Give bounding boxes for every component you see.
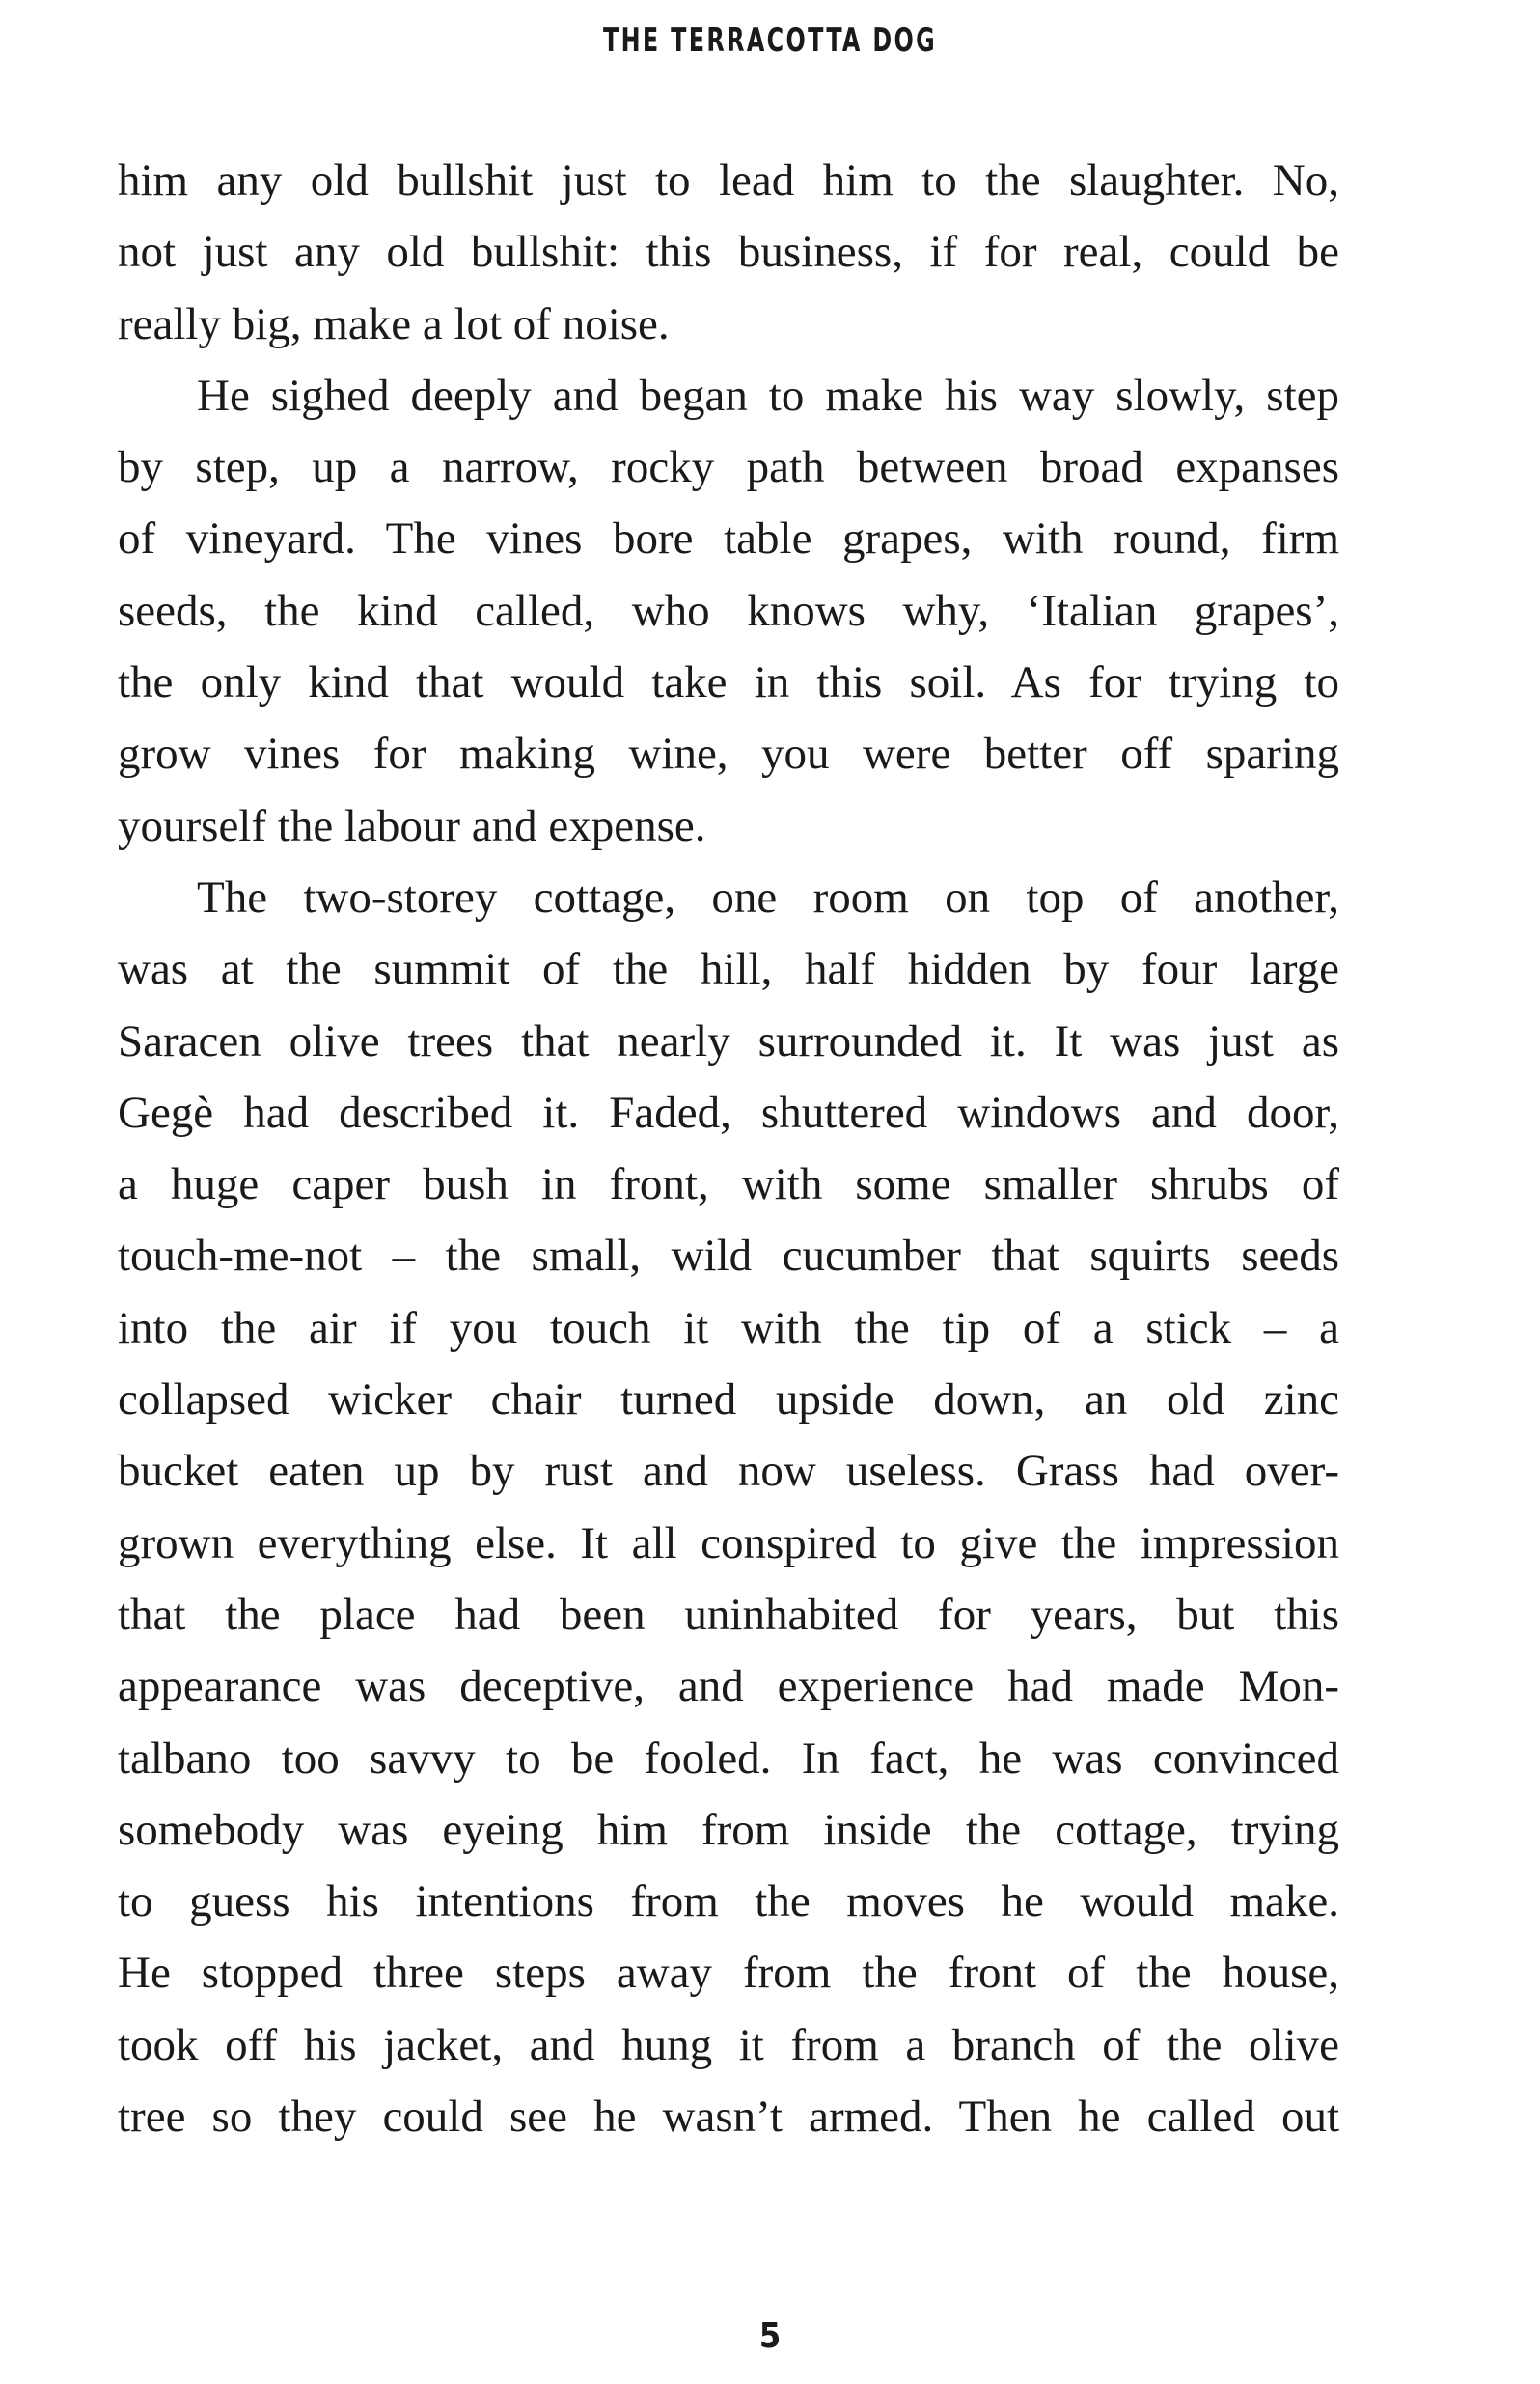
text-line: a huge caper bush in front, with some smaller shrubs of: [118, 1159, 1339, 1210]
text-line: grow vines for making wine, you were better off sparing: [118, 729, 1339, 780]
text-line: yourself the labour and expense.: [118, 800, 706, 851]
text-line: into the air if you touch it with the tip of a stick – a: [118, 1302, 1339, 1353]
text-line: Saracen olive trees that nearly surrounded it. It was just as: [118, 1015, 1339, 1067]
text-line: not just any old bullshit: this business, if for real, could be: [118, 227, 1339, 278]
text-line: took off his jacket, and hung it from a branch of the olive: [118, 2019, 1339, 2070]
page-number: 5: [758, 2316, 782, 2356]
text-line: the only kind that would take in this soil. As for trying to: [118, 657, 1339, 708]
text-line: that the place had been uninhabited for years, but this: [118, 1589, 1339, 1640]
text-line: of vineyard. The vines bore table grapes, with round, firm: [118, 513, 1339, 565]
text-line: him any old bullshit just to lead him to the slaughter. No,: [118, 155, 1339, 206]
text-line: The two-storey cottage, one room on top of another,: [197, 872, 1339, 923]
text-line: by step, up a narrow, rocky path between broad expanses: [118, 442, 1339, 493]
text-line: talbano too savvy to be fooled. In fact, he was convinced: [118, 1733, 1339, 1784]
text-line: was at the summit of the hill, half hidden by four large: [118, 944, 1339, 995]
text-line: really big, make a lot of noise.: [118, 298, 670, 349]
paragraph-1: [118, 145, 1339, 360]
running-head: THE TERRACOTTA DOG: [602, 21, 938, 60]
text-line: to guess his intentions from the moves he would make.: [118, 1876, 1339, 1927]
text-line: touch-me-not – the small, wild cucumber that squirts seeds: [118, 1231, 1339, 1282]
text-line: Gegè had described it. Faded, shuttered windows and door,: [118, 1087, 1339, 1138]
paragraph-3: [118, 862, 1339, 2152]
text-line: He sighed deeply and began to make his way slowly, step: [197, 370, 1339, 421]
paragraph-2: [118, 360, 1339, 862]
text-line: seeds, the kind called, who knows why, ‘Italian grapes’,: [118, 585, 1339, 636]
body-text: [118, 145, 1339, 2152]
text-line: appearance was deceptive, and experience had made Mon-: [118, 1661, 1339, 1712]
text-line: collapsed wicker chair turned upside down, an old zinc: [118, 1374, 1339, 1426]
text-line: bucket eaten up by rust and now useless. Grass had over-: [118, 1446, 1339, 1497]
text-line: grown everything else. It all conspired to give the impression: [118, 1517, 1339, 1568]
text-line: somebody was eyeing him from inside the cottage, trying: [118, 1804, 1339, 1855]
text-line: tree so they could see he wasn’t armed. Then he called out: [118, 2092, 1339, 2143]
text-line: He stopped three steps away from the front of the house,: [118, 1948, 1339, 1999]
